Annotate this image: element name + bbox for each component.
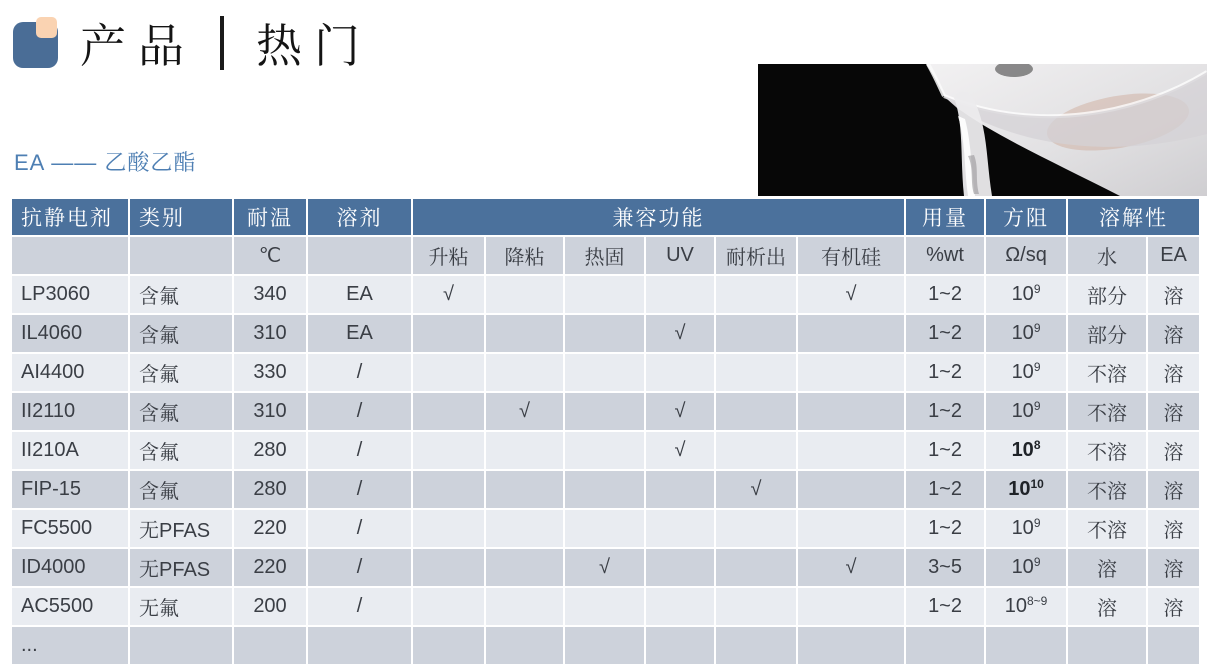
cell-dosage: 1~2 bbox=[905, 314, 985, 353]
cell-solubility-ea: 溶 bbox=[1147, 509, 1200, 548]
cell-category: 无PFAS bbox=[129, 509, 233, 548]
header-solvent: 溶剂 bbox=[307, 198, 412, 236]
page-title bbox=[80, 12, 372, 74]
cell-solubility-ea: 溶 bbox=[1147, 314, 1200, 353]
subheader-silicone: 有机硅 bbox=[797, 236, 905, 275]
cell-product-name: LP3060 bbox=[11, 275, 129, 314]
cell-compat-viscosity-up: √ bbox=[412, 275, 485, 314]
cell-sheet-resistance: $10^9$ bbox=[985, 392, 1067, 431]
cell-compat-precipitation-resist bbox=[715, 353, 797, 392]
cell-product-name: ... bbox=[11, 626, 129, 665]
cell-solvent: / bbox=[307, 431, 412, 470]
table-row bbox=[11, 392, 1200, 431]
table-row bbox=[11, 314, 1200, 353]
cell-compat-viscosity-up bbox=[412, 587, 485, 626]
cell-solubility-water: 不溶 bbox=[1067, 509, 1147, 548]
cell-compat-thermoset bbox=[564, 626, 645, 665]
cell-compat-precipitation-resist bbox=[715, 509, 797, 548]
cell-compat-viscosity-down bbox=[485, 275, 564, 314]
cell-compat-silicone bbox=[797, 509, 905, 548]
cell-compat-precipitation-resist bbox=[715, 275, 797, 314]
cell-category: 含氟 bbox=[129, 275, 233, 314]
product-table bbox=[10, 197, 1201, 666]
cell-category: 含氟 bbox=[129, 353, 233, 392]
cell-sheet-resistance: $10^9$ bbox=[985, 548, 1067, 587]
cell-sheet-resistance bbox=[985, 626, 1067, 665]
cell-sheet-resistance: $10^9$ bbox=[985, 509, 1067, 548]
subheader-empty bbox=[129, 236, 233, 275]
cell-compat-uv: √ bbox=[645, 314, 715, 353]
table-header-row bbox=[11, 198, 1200, 236]
cell-temp: 220 bbox=[233, 548, 307, 587]
cell-compat-precipitation-resist bbox=[715, 392, 797, 431]
cell-compat-viscosity-down bbox=[485, 431, 564, 470]
title-left: 产品 bbox=[80, 19, 196, 73]
cell-compat-silicone bbox=[797, 587, 905, 626]
cell-compat-viscosity-up bbox=[412, 353, 485, 392]
cell-compat-viscosity-up bbox=[412, 431, 485, 470]
cell-solvent: / bbox=[307, 587, 412, 626]
cell-sheet-resistance: $10^9$ bbox=[985, 275, 1067, 314]
cell-solvent: / bbox=[307, 392, 412, 431]
cell-solubility-water: 溶 bbox=[1067, 548, 1147, 587]
subheader-resistance-unit: Ω/sq bbox=[985, 236, 1067, 275]
cell-compat-viscosity-up bbox=[412, 392, 485, 431]
cell-solvent bbox=[307, 626, 412, 665]
cell-solubility-ea: 溶 bbox=[1147, 353, 1200, 392]
cell-compat-uv bbox=[645, 509, 715, 548]
cell-product-name: FIP-15 bbox=[11, 470, 129, 509]
cell-solvent: EA bbox=[307, 275, 412, 314]
cell-solubility-water: 部分 bbox=[1067, 275, 1147, 314]
cell-temp: 330 bbox=[233, 353, 307, 392]
cell-dosage: 1~2 bbox=[905, 353, 985, 392]
cell-category: 含氟 bbox=[129, 431, 233, 470]
cell-compat-viscosity-down bbox=[485, 548, 564, 587]
cell-sheet-resistance: $10^{10}$ bbox=[985, 470, 1067, 509]
cell-compat-thermoset bbox=[564, 275, 645, 314]
cell-temp: 280 bbox=[233, 470, 307, 509]
cell-compat-viscosity-down bbox=[485, 626, 564, 665]
table-row bbox=[11, 470, 1200, 509]
cell-compat-precipitation-resist bbox=[715, 314, 797, 353]
cell-category: 含氟 bbox=[129, 470, 233, 509]
cell-dosage: 3~5 bbox=[905, 548, 985, 587]
subheader-empty bbox=[11, 236, 129, 275]
cell-compat-viscosity-up bbox=[412, 314, 485, 353]
cell-temp: 280 bbox=[233, 431, 307, 470]
cell-dosage: 1~2 bbox=[905, 587, 985, 626]
cell-temp bbox=[233, 626, 307, 665]
cell-solubility-ea: 溶 bbox=[1147, 587, 1200, 626]
cell-compat-viscosity-down bbox=[485, 587, 564, 626]
header-antistatic-agent: 抗静电剂 bbox=[11, 198, 129, 236]
cell-compat-viscosity-down: √ bbox=[485, 392, 564, 431]
product-photo bbox=[758, 64, 1207, 196]
cell-temp: 340 bbox=[233, 275, 307, 314]
cell-temp: 220 bbox=[233, 509, 307, 548]
cell-dosage: 1~2 bbox=[905, 470, 985, 509]
cell-solvent: / bbox=[307, 509, 412, 548]
header-solubility: 溶解性 bbox=[1067, 198, 1200, 236]
cell-sheet-resistance: $10^8$ bbox=[985, 431, 1067, 470]
header-dosage: 用量 bbox=[905, 198, 985, 236]
cell-solubility-water: 不溶 bbox=[1067, 392, 1147, 431]
cell-product-name: AI4400 bbox=[11, 353, 129, 392]
cell-solubility-ea: 溶 bbox=[1147, 431, 1200, 470]
subheader-empty bbox=[307, 236, 412, 275]
cell-solubility-ea: 溶 bbox=[1147, 392, 1200, 431]
logo-peach-square-icon bbox=[36, 17, 57, 38]
table-row bbox=[11, 626, 1200, 665]
table-subheader-row bbox=[11, 236, 1200, 275]
cell-solubility-water bbox=[1067, 626, 1147, 665]
subheader-water: 水 bbox=[1067, 236, 1147, 275]
cell-category: 含氟 bbox=[129, 392, 233, 431]
cell-dosage: 1~2 bbox=[905, 509, 985, 548]
cell-compat-thermoset bbox=[564, 353, 645, 392]
cell-solubility-ea: 溶 bbox=[1147, 548, 1200, 587]
title-divider-bar bbox=[220, 16, 224, 70]
cell-compat-viscosity-down bbox=[485, 314, 564, 353]
cell-compat-precipitation-resist: √ bbox=[715, 470, 797, 509]
cell-compat-silicone bbox=[797, 431, 905, 470]
cell-temp: 200 bbox=[233, 587, 307, 626]
cell-compat-silicone: √ bbox=[797, 548, 905, 587]
cell-category: 无氟 bbox=[129, 587, 233, 626]
cell-compat-silicone bbox=[797, 392, 905, 431]
cell-product-name: II210A bbox=[11, 431, 129, 470]
cell-solubility-water: 不溶 bbox=[1067, 353, 1147, 392]
cell-dosage: 1~2 bbox=[905, 392, 985, 431]
cell-product-name: AC5500 bbox=[11, 587, 129, 626]
cell-compat-silicone bbox=[797, 314, 905, 353]
cell-category: 无PFAS bbox=[129, 548, 233, 587]
cell-compat-viscosity-down bbox=[485, 353, 564, 392]
cell-compat-precipitation-resist bbox=[715, 587, 797, 626]
subheader-viscosity-down: 降粘 bbox=[485, 236, 564, 275]
cell-compat-viscosity-up bbox=[412, 509, 485, 548]
cell-solubility-ea: 溶 bbox=[1147, 275, 1200, 314]
cell-compat-uv bbox=[645, 626, 715, 665]
subheader-uv: UV bbox=[645, 236, 715, 275]
table-row bbox=[11, 587, 1200, 626]
cell-category bbox=[129, 626, 233, 665]
cell-category: 含氟 bbox=[129, 314, 233, 353]
cell-compat-uv: √ bbox=[645, 392, 715, 431]
cell-compat-thermoset bbox=[564, 392, 645, 431]
cell-compat-precipitation-resist bbox=[715, 548, 797, 587]
cell-dosage bbox=[905, 626, 985, 665]
subheader-dosage-unit: %wt bbox=[905, 236, 985, 275]
subheader-temp-unit: ℃ bbox=[233, 236, 307, 275]
section-subtitle: EA —— 乙酸乙酯 bbox=[14, 150, 197, 175]
cell-temp: 310 bbox=[233, 314, 307, 353]
cell-temp: 310 bbox=[233, 392, 307, 431]
cell-solvent: / bbox=[307, 548, 412, 587]
cell-compat-uv bbox=[645, 587, 715, 626]
cell-compat-silicone bbox=[797, 626, 905, 665]
cell-solvent: EA bbox=[307, 314, 412, 353]
cell-compat-uv bbox=[645, 470, 715, 509]
subheader-precipitation-resist: 耐析出 bbox=[715, 236, 797, 275]
table-row bbox=[11, 275, 1200, 314]
cell-compat-precipitation-resist bbox=[715, 626, 797, 665]
cell-compat-uv bbox=[645, 548, 715, 587]
cell-compat-thermoset bbox=[564, 587, 645, 626]
cell-sheet-resistance: $10^{8\sim 9}$ bbox=[985, 587, 1067, 626]
header-category: 类别 bbox=[129, 198, 233, 236]
cell-solvent: / bbox=[307, 470, 412, 509]
cell-compat-uv: √ bbox=[645, 431, 715, 470]
cell-compat-viscosity-up bbox=[412, 548, 485, 587]
cell-product-name: IL4060 bbox=[11, 314, 129, 353]
cell-solvent: / bbox=[307, 353, 412, 392]
cell-solubility-water: 溶 bbox=[1067, 587, 1147, 626]
header-temp-resistance: 耐温 bbox=[233, 198, 307, 236]
cell-compat-thermoset bbox=[564, 509, 645, 548]
cell-compat-uv bbox=[645, 353, 715, 392]
table-row bbox=[11, 548, 1200, 587]
cell-compat-uv bbox=[645, 275, 715, 314]
table-row bbox=[11, 353, 1200, 392]
subheader-ea: EA bbox=[1147, 236, 1200, 275]
cell-solubility-ea bbox=[1147, 626, 1200, 665]
cell-compat-thermoset bbox=[564, 470, 645, 509]
cell-compat-silicone bbox=[797, 353, 905, 392]
cell-solubility-water: 不溶 bbox=[1067, 470, 1147, 509]
cell-compat-viscosity-up bbox=[412, 626, 485, 665]
pouring-liquid-image bbox=[758, 64, 1207, 196]
header-compatibility: 兼容功能 bbox=[412, 198, 905, 236]
cell-product-name: II2110 bbox=[11, 392, 129, 431]
cell-product-name: ID4000 bbox=[11, 548, 129, 587]
cell-compat-viscosity-down bbox=[485, 470, 564, 509]
cell-product-name: FC5500 bbox=[11, 509, 129, 548]
cell-compat-viscosity-up bbox=[412, 470, 485, 509]
cell-solubility-water: 部分 bbox=[1067, 314, 1147, 353]
table-row bbox=[11, 431, 1200, 470]
cell-compat-thermoset: √ bbox=[564, 548, 645, 587]
subheader-thermoset: 热固 bbox=[564, 236, 645, 275]
cell-solubility-ea: 溶 bbox=[1147, 470, 1200, 509]
cell-compat-viscosity-down bbox=[485, 509, 564, 548]
title-right: 热门 bbox=[256, 19, 372, 73]
cell-compat-precipitation-resist bbox=[715, 431, 797, 470]
cell-solubility-water: 不溶 bbox=[1067, 431, 1147, 470]
cell-compat-thermoset bbox=[564, 431, 645, 470]
cell-sheet-resistance: $10^9$ bbox=[985, 314, 1067, 353]
cell-compat-silicone: √ bbox=[797, 275, 905, 314]
cell-compat-silicone bbox=[797, 470, 905, 509]
cell-sheet-resistance: $10^9$ bbox=[985, 353, 1067, 392]
cell-compat-thermoset bbox=[564, 314, 645, 353]
cell-dosage: 1~2 bbox=[905, 431, 985, 470]
subheader-viscosity-up: 升粘 bbox=[412, 236, 485, 275]
header-sheet-resistance: 方阻 bbox=[985, 198, 1067, 236]
cell-dosage: 1~2 bbox=[905, 275, 985, 314]
table-row bbox=[11, 509, 1200, 548]
